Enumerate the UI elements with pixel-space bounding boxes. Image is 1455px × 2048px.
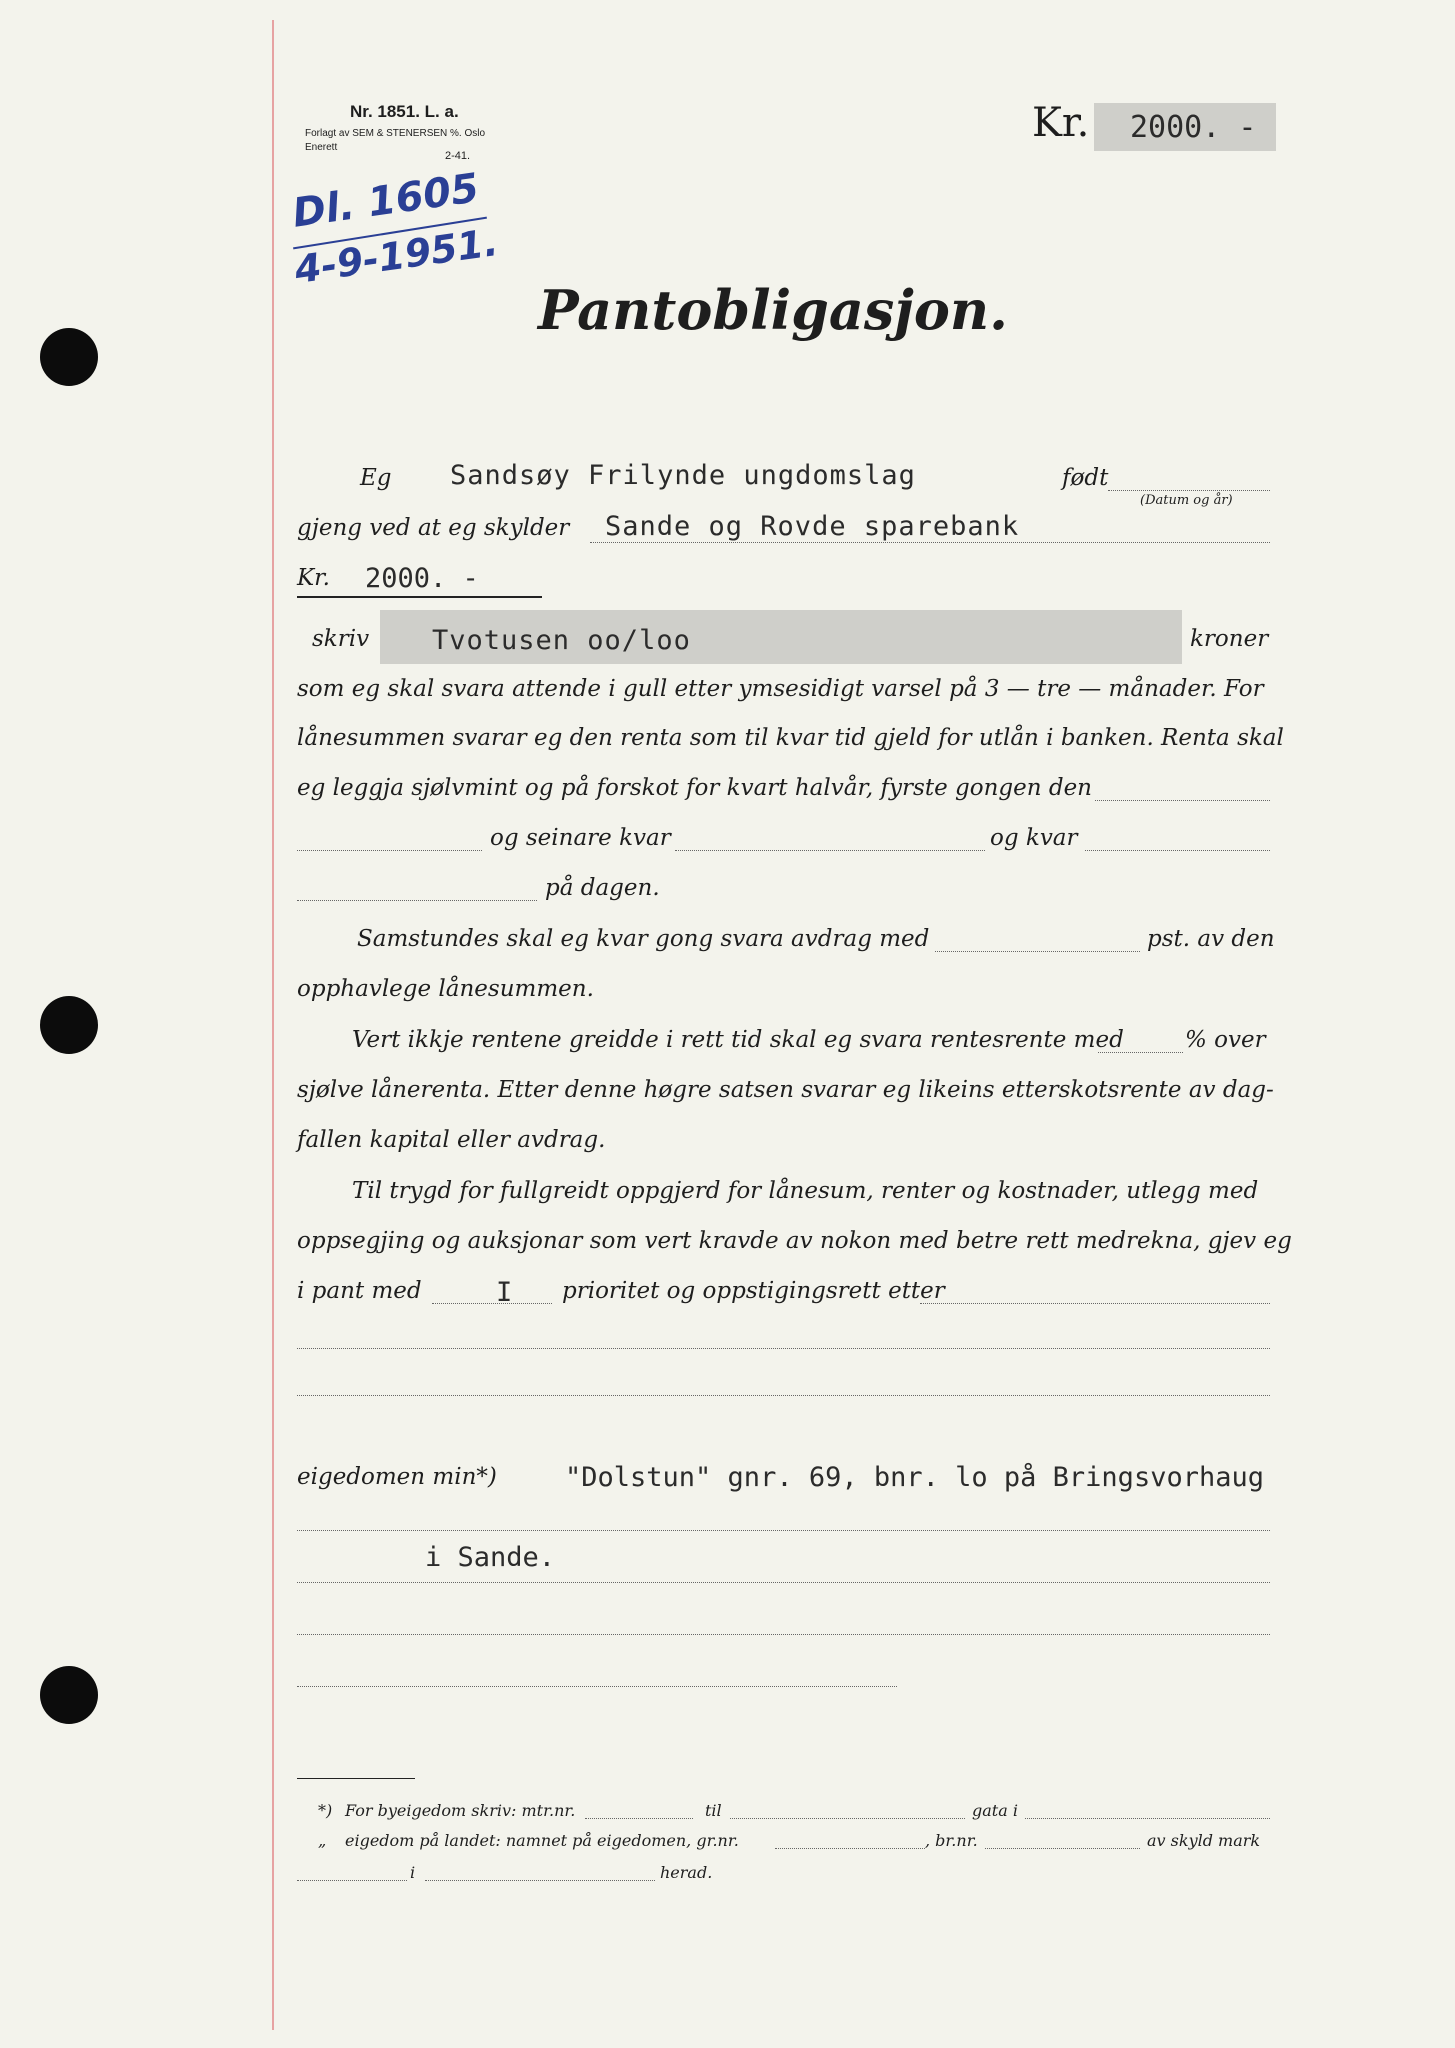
installment-dotline (935, 951, 1140, 952)
born-dotline (1108, 490, 1270, 491)
clause-interest-line1: Vert ikkje rentene greidde i rett tid skal eg svara rentesrente med (352, 1027, 1124, 1053)
document-title: Pantobligasjon. (538, 278, 1008, 342)
footnote-rural-property: eigedom på landet: namnet på eigedomen, gr.nr. (345, 1831, 739, 1850)
publisher-line: Forlagt av SEM & STENERSEN %. Oslo (305, 128, 486, 139)
footnote-rule (297, 1778, 415, 1779)
margin-line (272, 20, 274, 2030)
footnote-dotline-4 (775, 1848, 925, 1849)
amount-label-top: Kr. (1032, 100, 1090, 146)
clause-security-line2: oppsegjing og auksjonar som vert kravde av nokon med betre rett medrekna, gjev eg (297, 1228, 1292, 1254)
property-dotline-3 (297, 1634, 1270, 1635)
debtor-label: Eg (360, 465, 392, 491)
clause-and-each-label: og kvar (990, 825, 1078, 851)
publisher-code: 2-41. (445, 150, 471, 162)
written-amount-label: skriv (312, 626, 370, 652)
property-line1: "Dolstun" gnr. 69, bnr. lo på Bringsvorhaug (565, 1462, 1264, 1493)
priority-value: I (496, 1277, 514, 1308)
clause-installment-line1: Samstundes skal eg kvar gong svara avdrag med (357, 926, 930, 952)
footnote-ditto: „ (318, 1831, 327, 1850)
footnote-dotline-7 (425, 1880, 655, 1881)
amount-label: Kr. (297, 565, 330, 591)
creditor-dotline (590, 542, 1270, 543)
first-date-dotline (1095, 800, 1270, 801)
blank-dotline-1 (297, 1348, 1270, 1349)
clause-repayment-line1: som eg skal svara attende i gull etter ymsesidigt varsel på 3 — tre — månader. For (297, 676, 1264, 702)
clause-on-day: på dagen. (545, 875, 660, 901)
publisher-enerett: Enerett (305, 142, 338, 153)
punch-hole-top (40, 328, 98, 386)
handwritten-date: 4-9-1951. (291, 219, 501, 293)
clause-interest-line2: sjølve lånerenta. Etter denne høgre satsen svarar eg likeins etterskotsrente av dag- (297, 1077, 1274, 1103)
debtor-name: Sandsøy Frilynde ungdomslag (450, 460, 916, 491)
clause-installment-pct: pst. av den (1147, 926, 1275, 952)
footnote-dotline-3 (1025, 1818, 1270, 1819)
footnote-dotline-5 (985, 1848, 1140, 1849)
footnote-dotline-6 (297, 1880, 407, 1881)
clause-repayment-line2: lånesummen svarar eg den renta som til kvar tid gjeld for utlån i banken. Renta skal (297, 725, 1284, 751)
property-dotline-4 (297, 1686, 897, 1687)
day-dotline (297, 900, 537, 901)
interval-dotline-1 (297, 850, 482, 851)
footnote-city-property: For byeigedom skriv: mtr.nr. (345, 1801, 576, 1820)
born-label: født (1062, 465, 1109, 491)
clause-interest-pct: % over (1185, 1027, 1266, 1053)
handwritten-reference: Dl. 1605 (289, 165, 482, 237)
footnote-to: til (705, 1801, 722, 1820)
property-dotline-2 (297, 1582, 1270, 1583)
footnote-marker: *) (318, 1801, 333, 1820)
footnote-in: i (410, 1863, 416, 1882)
amount-value-top: 2000. - (1130, 110, 1257, 145)
clause-security-line3a: i pant med (297, 1278, 422, 1304)
amount-underline (297, 596, 542, 598)
footnote-dotline-1 (585, 1818, 693, 1819)
clause-interest-line3: fallen kapital eller avdrag. (297, 1127, 606, 1153)
clause-later-label: og seinare kvar (490, 825, 671, 851)
clause-installment-line2: opphavlege lånesummen. (297, 976, 594, 1002)
born-hint: (Datum og år) (1140, 493, 1233, 508)
property-dotline-1 (297, 1530, 1270, 1531)
interval-dotline-3 (1085, 850, 1270, 851)
creditor-label: gjeng ved at eg skylder (297, 515, 570, 541)
priority-dotline (432, 1303, 552, 1304)
amount-value: 2000. - (365, 563, 479, 594)
kroner-label: kroner (1190, 626, 1269, 652)
interval-dotline-2 (675, 850, 985, 851)
punch-hole-bottom (40, 1666, 98, 1724)
property-line2: i Sande. (425, 1542, 556, 1573)
creditor-name: Sande og Rovde sparebank (605, 511, 1020, 542)
footnote-district: herad. (660, 1863, 713, 1882)
written-amount-value: Tvotusen oo/loo (432, 625, 691, 656)
blank-dotline-2 (297, 1395, 1270, 1396)
punch-hole-middle (40, 996, 98, 1054)
clause-repayment-line3: eg leggja sjølvmint og på forskot for kvart halvår, fyrste gongen den (297, 775, 1092, 801)
interest-dotline (1098, 1052, 1183, 1053)
form-number: Nr. 1851. L. a. (350, 102, 459, 121)
footnote-dotline-2 (730, 1818, 965, 1819)
footnote-brnr: , br.nr. (925, 1831, 978, 1850)
prior-rights-dotline (920, 1303, 1270, 1304)
property-label: eigedomen min*) (297, 1464, 497, 1490)
clause-security-line3b: prioritet og oppstigingsrett etter (562, 1278, 945, 1304)
footnote-tax-value: av skyld mark (1147, 1831, 1261, 1850)
footnote-street: gata i (972, 1801, 1018, 1820)
clause-security-line1: Til trygd for fullgreidt oppgjerd for lånesum, renter og kostnader, utlegg med (352, 1178, 1259, 1204)
